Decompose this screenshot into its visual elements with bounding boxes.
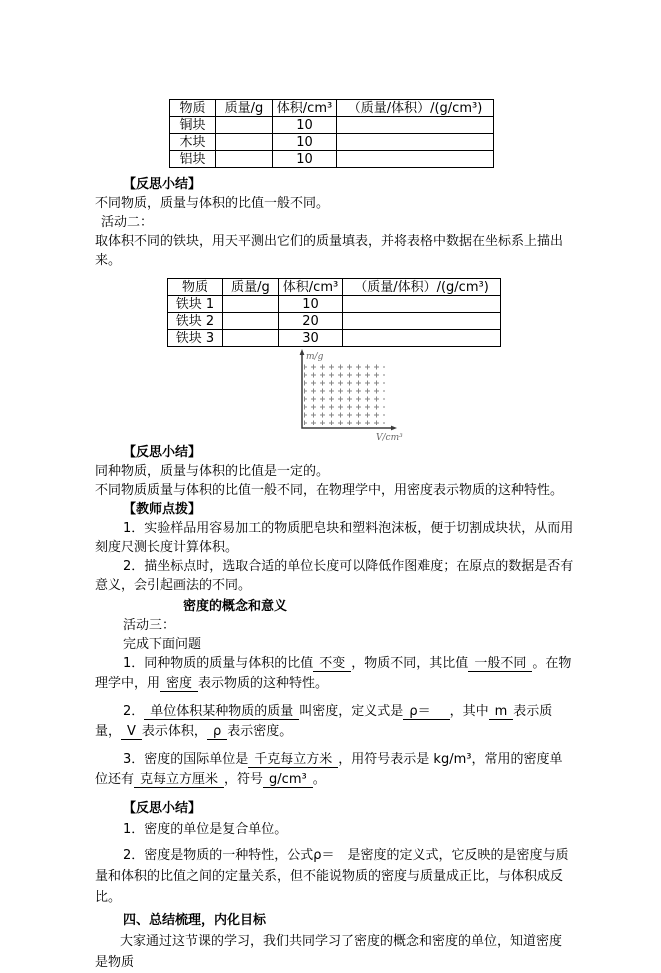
table-cell [343, 313, 501, 330]
text-segment: ，用符号表示是 kg/m³，常用的密度单位还有 [95, 752, 563, 787]
text-segment: 表示体积， [141, 724, 207, 739]
table-cell [216, 117, 273, 134]
answer-blank: 克每立方厘米 [134, 772, 224, 788]
question-2 [95, 702, 574, 742]
column-header-ratio: （质量/体积）/(g/cm³) [343, 279, 501, 296]
table-cell [343, 296, 501, 313]
table-cell [216, 151, 273, 168]
reflection-summary-text: 不同物质质量与体积的比值一般不同，在物理学中，用密度表示物质的这种特性。 [95, 483, 564, 498]
iron-block-table [167, 278, 501, 347]
answer-blank: 千克每立方米 [248, 752, 338, 768]
table-cell: 20 [279, 313, 343, 330]
question-1 [95, 654, 574, 694]
y-axis-label: m/g [306, 352, 324, 362]
text-segment: ，其中 [449, 704, 489, 719]
y-axis-arrow-icon [300, 349, 305, 355]
table-cell: 铁块 1 [168, 296, 223, 313]
table-cell: 铝块 [170, 151, 216, 168]
table-cell [223, 296, 279, 313]
question-3 [95, 750, 574, 790]
table-cell: 30 [279, 330, 343, 347]
reflection-summary-text: 不同物质，质量与体积的比值一般不同。 [95, 196, 330, 211]
text-segment: 表示物质的这种特性。 [198, 676, 329, 691]
text-segment: 。在物理学中，用 [95, 656, 572, 691]
table-cell: 木块 [170, 134, 216, 151]
answer-blank: 一般不同 [468, 656, 532, 672]
answer-blank: ρ＝ [403, 704, 449, 720]
table-cell [337, 134, 494, 151]
x-axis-label: V/cm³ [376, 433, 403, 443]
table-cell: 铜块 [170, 117, 216, 134]
section-heading: 密度的概念和意义 [183, 599, 288, 614]
answer-blank: 密度 [160, 676, 198, 692]
reflection-summary-label: 【反思小结】 [123, 801, 202, 816]
summary-heading: 四、总结梳理，内化目标 [123, 913, 267, 928]
table-row [168, 296, 501, 313]
table-row [170, 117, 494, 134]
table-cell [223, 313, 279, 330]
summary-body: 大家通过这节课的学习，我们共同学习了密度的概念和密度的单位，知道密度是物质 [95, 934, 563, 970]
answer-blank: 单位体积某种物质的质量 [144, 704, 299, 720]
column-header-mass: 质量/g [216, 100, 273, 117]
table-row [168, 330, 501, 347]
table-row [170, 151, 494, 168]
activity3-subtitle: 完成下面问题 [123, 637, 202, 652]
substance-comparison-table [169, 99, 494, 168]
table-cell [337, 151, 494, 168]
teacher-tip-2: 2．描坐标点时，选取合适的单位长度可以降低作图难度；在原点的数据是否有意义，会引起画法的不同。 [95, 559, 574, 593]
column-header-ratio: （质量/体积）/(g/cm³) [337, 100, 494, 117]
activity2-description: 取体积不同的铁块，用天平测出它们的质量填表，并将表格中数据在坐标系上描出来。 [95, 234, 564, 268]
answer-blank: 不变 [313, 656, 351, 672]
table-cell [343, 330, 501, 347]
answer-blank: m [489, 704, 514, 720]
column-header-mass: 质量/g [223, 279, 279, 296]
table-cell [337, 117, 494, 134]
table-cell: 10 [273, 134, 337, 151]
grid-area [304, 362, 385, 425]
answer-blank: V [121, 724, 142, 740]
document-content [95, 99, 574, 973]
mass-volume-grid-chart [292, 347, 414, 441]
x-axis-arrow-icon [391, 426, 397, 431]
table-row [168, 313, 501, 330]
text-segment: 3．密度的国际单位是 [123, 752, 249, 767]
fill-in-questions [95, 654, 574, 790]
column-header-substance: 物质 [170, 100, 216, 117]
table-header-row [168, 279, 501, 296]
activity2-title: 活动二： [101, 215, 154, 230]
reflection-summary-label: 【反思小结】 [123, 177, 202, 192]
table-cell: 铁块 2 [168, 313, 223, 330]
text-segment: 2． [123, 704, 145, 719]
text-segment: 1．同种物质的质量与体积的比值 [123, 656, 314, 671]
text-segment: ，符号 [224, 772, 264, 787]
table-cell: 铁块 3 [168, 330, 223, 347]
reflection-item-2: 2．密度是物质的一种特性，公式ρ＝ 是密度的定义式，它反映的是密度与质量和体积的比值之间的定量关系，但不能说物质的密度与质量成正比，与体积成反比。 [95, 848, 569, 905]
text-segment: 表示质量， [95, 704, 553, 739]
text-segment: ，物质不同，其比值 [351, 656, 469, 671]
column-header-volume: 体积/cm³ [273, 100, 337, 117]
table-cell: 10 [273, 151, 337, 168]
reflection-summary-label: 【反思小结】 [123, 445, 202, 460]
text-segment: 叫密度，定义式是 [299, 704, 404, 719]
table-row [170, 134, 494, 151]
column-header-volume: 体积/cm³ [279, 279, 343, 296]
activity3-title: 活动三： [123, 618, 176, 633]
column-header-substance: 物质 [168, 279, 223, 296]
teacher-tips-label: 【教师点拨】 [123, 502, 202, 517]
text-segment: 。 [312, 772, 326, 787]
table-cell: 10 [273, 117, 337, 134]
teacher-tip-1: 1．实验样品用容易加工的物质肥皂块和塑料泡沫板，便于切割成块状，从而用刻度尺测长度计算体积。 [95, 521, 574, 555]
table-cell [223, 330, 279, 347]
answer-blank: ρ [207, 724, 227, 740]
reflection-item-1: 1．密度的单位是复合单位。 [123, 822, 288, 837]
text-segment: 表示密度。 [227, 724, 293, 739]
closing-section [95, 798, 574, 973]
table-cell: 10 [279, 296, 343, 313]
answer-blank: g/cm³ [263, 772, 313, 788]
reflection-summary-text: 同种物质，质量与体积的比值是一定的。 [95, 464, 330, 479]
table-header-row [170, 100, 494, 117]
table-cell [216, 134, 273, 151]
